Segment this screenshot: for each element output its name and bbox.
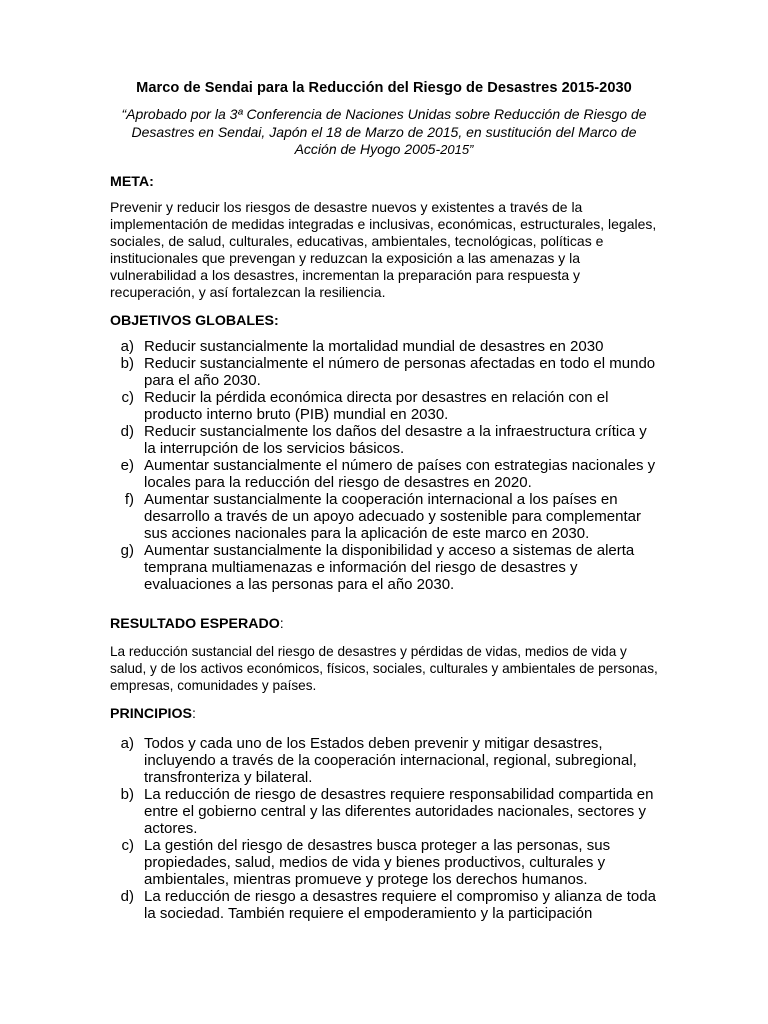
meta-heading — [110, 174, 658, 190]
list-item — [110, 423, 658, 457]
document-subtitle — [110, 106, 658, 159]
list-marker: g) — [120, 541, 134, 559]
list-item — [110, 491, 658, 542]
objectives-heading — [110, 313, 658, 329]
list-item — [110, 837, 658, 888]
list-item — [110, 786, 658, 837]
subtitle-tail: 2015” — [440, 142, 474, 157]
principles-heading-colon: : — [192, 705, 196, 722]
meta-paragraph: Prevenir y reducir los riesgos de desastre nuevos y existentes a través de la implementación de medidas integradas e inclusivas, económicas, estructurales, legales, sociales, de salud, culturales, educativas, ambientales, tecnológicas, políticas e institucionales que prevengan y reduzcan la exposición a las amenazas y la vulnerabilidad a los desastres, incrementan la preparación para respuesta y recuperación, y así fortalezcan la resiliencia. — [110, 198, 657, 300]
list-item — [110, 735, 658, 786]
principles-list — [110, 735, 658, 922]
list-item — [110, 355, 658, 389]
objectives-heading-text: OBJETIVOS GLOBALES: — [110, 312, 279, 329]
list-item-text: Aumentar sustancialmente el número de países con estrategias nacionales y locales para la reducción del riesgo de desastres en 2020. — [144, 456, 656, 491]
result-paragraph: La reducción sustancial del riesgo de desastres y pérdidas de vidas, medios de vida y salud, y de los activos económicos, físicos, sociales, culturales y ambientales de personas, empresas, comunidades y países. — [110, 643, 658, 693]
list-marker: e) — [120, 456, 134, 474]
list-item-text: Reducir sustancialmente los daños del desastre a la infraestructura crítica y la interrupción de los servicios básicos. — [144, 422, 647, 457]
list-item-text: Reducir sustancialmente la mortalidad mundial de desastres en 2030 — [144, 337, 604, 355]
result-heading-text: RESULTADO ESPERADO — [110, 615, 280, 632]
result-heading-colon: : — [279, 615, 284, 632]
meta-heading-text: META: — [110, 173, 154, 190]
result-heading — [110, 616, 658, 632]
list-item — [110, 888, 658, 922]
list-item-text: Reducir sustancialmente el número de personas afectadas en todo el mundo para el año 2030. — [144, 354, 656, 389]
list-marker: b) — [120, 785, 134, 803]
list-marker: d) — [120, 887, 134, 905]
list-item — [110, 338, 658, 355]
list-marker: a) — [120, 337, 134, 355]
objectives-list — [110, 338, 658, 593]
list-marker: d) — [120, 422, 134, 440]
list-item-text: La reducción de riesgo a desastres requiere el compromiso y alianza de toda la sociedad. También requiere el empoderamiento y la participación — [144, 887, 656, 922]
document-title: Marco de Sendai para la Reducción del Riesgo de Desastres 2015-2030 — [136, 80, 632, 96]
list-item — [110, 389, 658, 423]
list-marker: c) — [121, 388, 134, 406]
list-item-text: Reducir la pérdida económica directa por desastres en relación con el producto interno bruto (PIB) mundial en 2030. — [144, 388, 609, 423]
list-item-text: La reducción de riesgo de desastres requiere responsabilidad compartida en entre el gobierno central y las diferentes autoridades nacionales, sectores y actores. — [144, 785, 654, 837]
list-marker: b) — [120, 354, 134, 372]
list-item-text: Aumentar sustancialmente la disponibilidad y acceso a sistemas de alerta temprana multiamenazas e información del riesgo de desastres y evaluaciones a las personas para el año 2030. — [144, 541, 635, 593]
list-marker: a) — [120, 734, 134, 752]
principles-heading-text: PRINCIPIOS — [110, 705, 192, 722]
document-page — [110, 80, 658, 922]
list-item-text: Aumentar sustancialmente la cooperación internacional a los países en desarrollo a través de un apoyo adecuado y sostenible para complementar sus acciones nacionales para la aplicación de este marco en 2030. — [144, 490, 641, 542]
principles-heading — [110, 706, 658, 722]
list-item-text: La gestión del riesgo de desastres busca proteger a las personas, sus propiedades, salud, medios de vida y bienes productivos, culturales y ambientales, mientras promueve y protege los derechos humanos. — [144, 836, 611, 888]
list-marker: c) — [121, 836, 134, 854]
list-item — [110, 457, 658, 491]
subtitle-main: “Aprobado por la 3ª Conferencia de Naciones Unidas sobre Reducción de Riesgo de Desastres en Sendai, Japón el 18 de Marzo de 2015, en sustitución del Marco de Acción de Hyogo 2005- — [121, 106, 647, 157]
list-marker: f) — [124, 490, 134, 508]
list-item-text: Todos y cada uno de los Estados deben prevenir y mitigar desastres, incluyendo a través de la cooperación internacional, regional, subregional, transfronteriza y bilateral. — [144, 734, 637, 786]
list-item — [110, 542, 658, 593]
